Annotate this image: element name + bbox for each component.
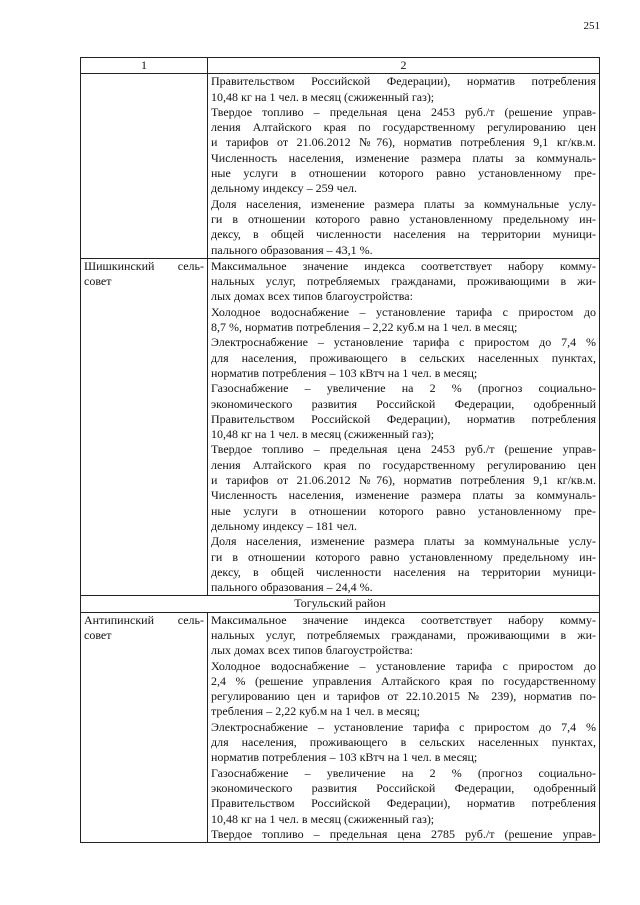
text-line: лых домах всех типов благоустройства:: [211, 643, 413, 658]
text-line: Доля населения, изменение размера платы за коммунальные услу-: [211, 196, 596, 211]
text-line: дексу, в общей численности населения на территории муници-: [211, 227, 596, 242]
column-header-2: 2: [208, 58, 600, 74]
text-line: лых домах всех типов благоустройства:: [211, 289, 413, 304]
text-line: Холодное водоснабжение – установление тарифа с приростом до: [211, 304, 596, 319]
municipality-name: Антипинский сель- совет: [81, 612, 208, 842]
text-line: и тарифов от 21.06.2012 №76), норматив потребления 9,1 кг/кв.м.: [211, 473, 596, 488]
text-line: для населения, проживающего в сельских населенных пунктах,: [211, 350, 596, 365]
tariff-table: [80, 57, 600, 843]
municipality-name: Шишкинский сель- совет: [81, 258, 208, 596]
page-number: 251: [583, 20, 600, 32]
table-header-row: [81, 58, 600, 74]
text-line: Численность населения, изменение размера платы за коммуналь-: [211, 488, 596, 503]
column-header-1: 1: [81, 58, 208, 74]
text-line: 10,48 кг на 1 чел. в месяц (сжиженный газ);: [211, 89, 435, 104]
text-line: и тарифов от 21.06.2012 №76), норматив потребления 9,1 кг/кв.м.: [211, 135, 596, 150]
text-line: Максимальное значение индекса соответствует набору комму-: [211, 258, 596, 273]
text-line: пального образования – 24,4 %.: [211, 580, 373, 595]
text-line: дельному индексу – 181 чел.: [211, 518, 358, 533]
text-line: Газоснабжение – увеличение на 2 % (прогноз социально-: [211, 765, 596, 780]
text-line: Твердое топливо – предельная цена 2453 руб./т (решение управ-: [211, 442, 596, 457]
district-row: [81, 596, 600, 612]
text-line: регулированию цен и тарифов от 22.10.2015 № 239), норматив по-: [211, 689, 596, 704]
table-row-antipinsky: [81, 612, 600, 842]
table-row-continuation: [81, 74, 600, 259]
text-line: Максимальное значение индекса соответствует набору комму-: [211, 612, 596, 627]
text-line: Холодное водоснабжение – установление тарифа с приростом до: [211, 658, 596, 673]
text-line: ги в отношении которого равно установленному предельному ин-: [211, 549, 596, 564]
table-row-shishkinsky: [81, 258, 600, 596]
text-line: 2,4 % (решение управления Алтайского края по государственному: [211, 673, 596, 688]
text-line: норматив потребления – 103 кВтч на 1 чел. в месяц;: [211, 750, 478, 765]
text-line: 8,7 %, норматив потребления – 2,22 куб.м на 1 чел. в месяц;: [211, 320, 518, 335]
text-line: экономического развития Российской Федерации, одобренный: [211, 780, 596, 795]
text-line: Численность населения, изменение размера платы за коммуналь-: [211, 150, 596, 165]
text-line: Правительством Российской Федерации), норматив потребления: [211, 411, 596, 426]
text-line: нальных услуг, потребляемых гражданами, проживающими в жи-: [211, 627, 596, 642]
text-line: Твердое топливо – предельная цена 2453 руб./т (решение управ-: [211, 104, 596, 119]
text-line: Электроснабжение – установление тарифа с приростом до 7,4 %: [211, 719, 596, 734]
text-line: норматив потребления – 103 кВтч на 1 чел. в месяц;: [211, 365, 478, 380]
text-line: Правительством Российской Федерации), норматив потребления: [211, 796, 596, 811]
text-line: ления Алтайского края по государственному регулированию цен: [211, 457, 596, 472]
text-line: Твердое топливо – предельная цена 2785 руб./т (решение управ-: [211, 826, 596, 841]
text-line: экономического развития Российской Федерации, одобренный: [211, 396, 596, 411]
text-line: 10,48 кг на 1 чел. в месяц (сжиженный газ);: [211, 811, 435, 826]
row-text-cell: [208, 258, 600, 596]
row-text-cell: [208, 74, 600, 259]
row-name-cell: [81, 74, 208, 259]
text-line: 10,48 кг на 1 чел. в месяц (сжиженный газ);: [211, 427, 435, 442]
text-line: дельному индексу – 259 чел.: [211, 181, 358, 196]
text-line: Газоснабжение – увеличение на 2 % (прогноз социально-: [211, 381, 596, 396]
row-text-cell: [208, 612, 600, 842]
text-line: ные услуги в отношении которого равно установленному пре-: [211, 166, 596, 181]
text-line: для населения, проживающего в сельских населенных пунктах,: [211, 735, 596, 750]
district-heading: Тогульский район: [81, 596, 600, 612]
text-line: ления Алтайского края по государственному регулированию цен: [211, 120, 596, 135]
text-line: пального образования – 43,1 %.: [211, 242, 373, 257]
text-line: ные услуги в отношении которого равно установленному пре-: [211, 503, 596, 518]
text-line: дексу, в общей численности населения на территории муници-: [211, 564, 596, 579]
text-line: требления – 2,22 куб.м на 1 чел. в месяц;: [211, 704, 420, 719]
text-line: нальных услуг, потребляемых гражданами, проживающими в жи-: [211, 274, 596, 289]
text-line: Правительством Российской Федерации), норматив потребления: [211, 74, 596, 89]
text-line: Доля населения, изменение размера платы за коммунальные услу-: [211, 534, 596, 549]
text-line: ги в отношении которого равно установленному предельному ин-: [211, 211, 596, 226]
text-line: Электроснабжение – установление тарифа с приростом до 7,4 %: [211, 335, 596, 350]
